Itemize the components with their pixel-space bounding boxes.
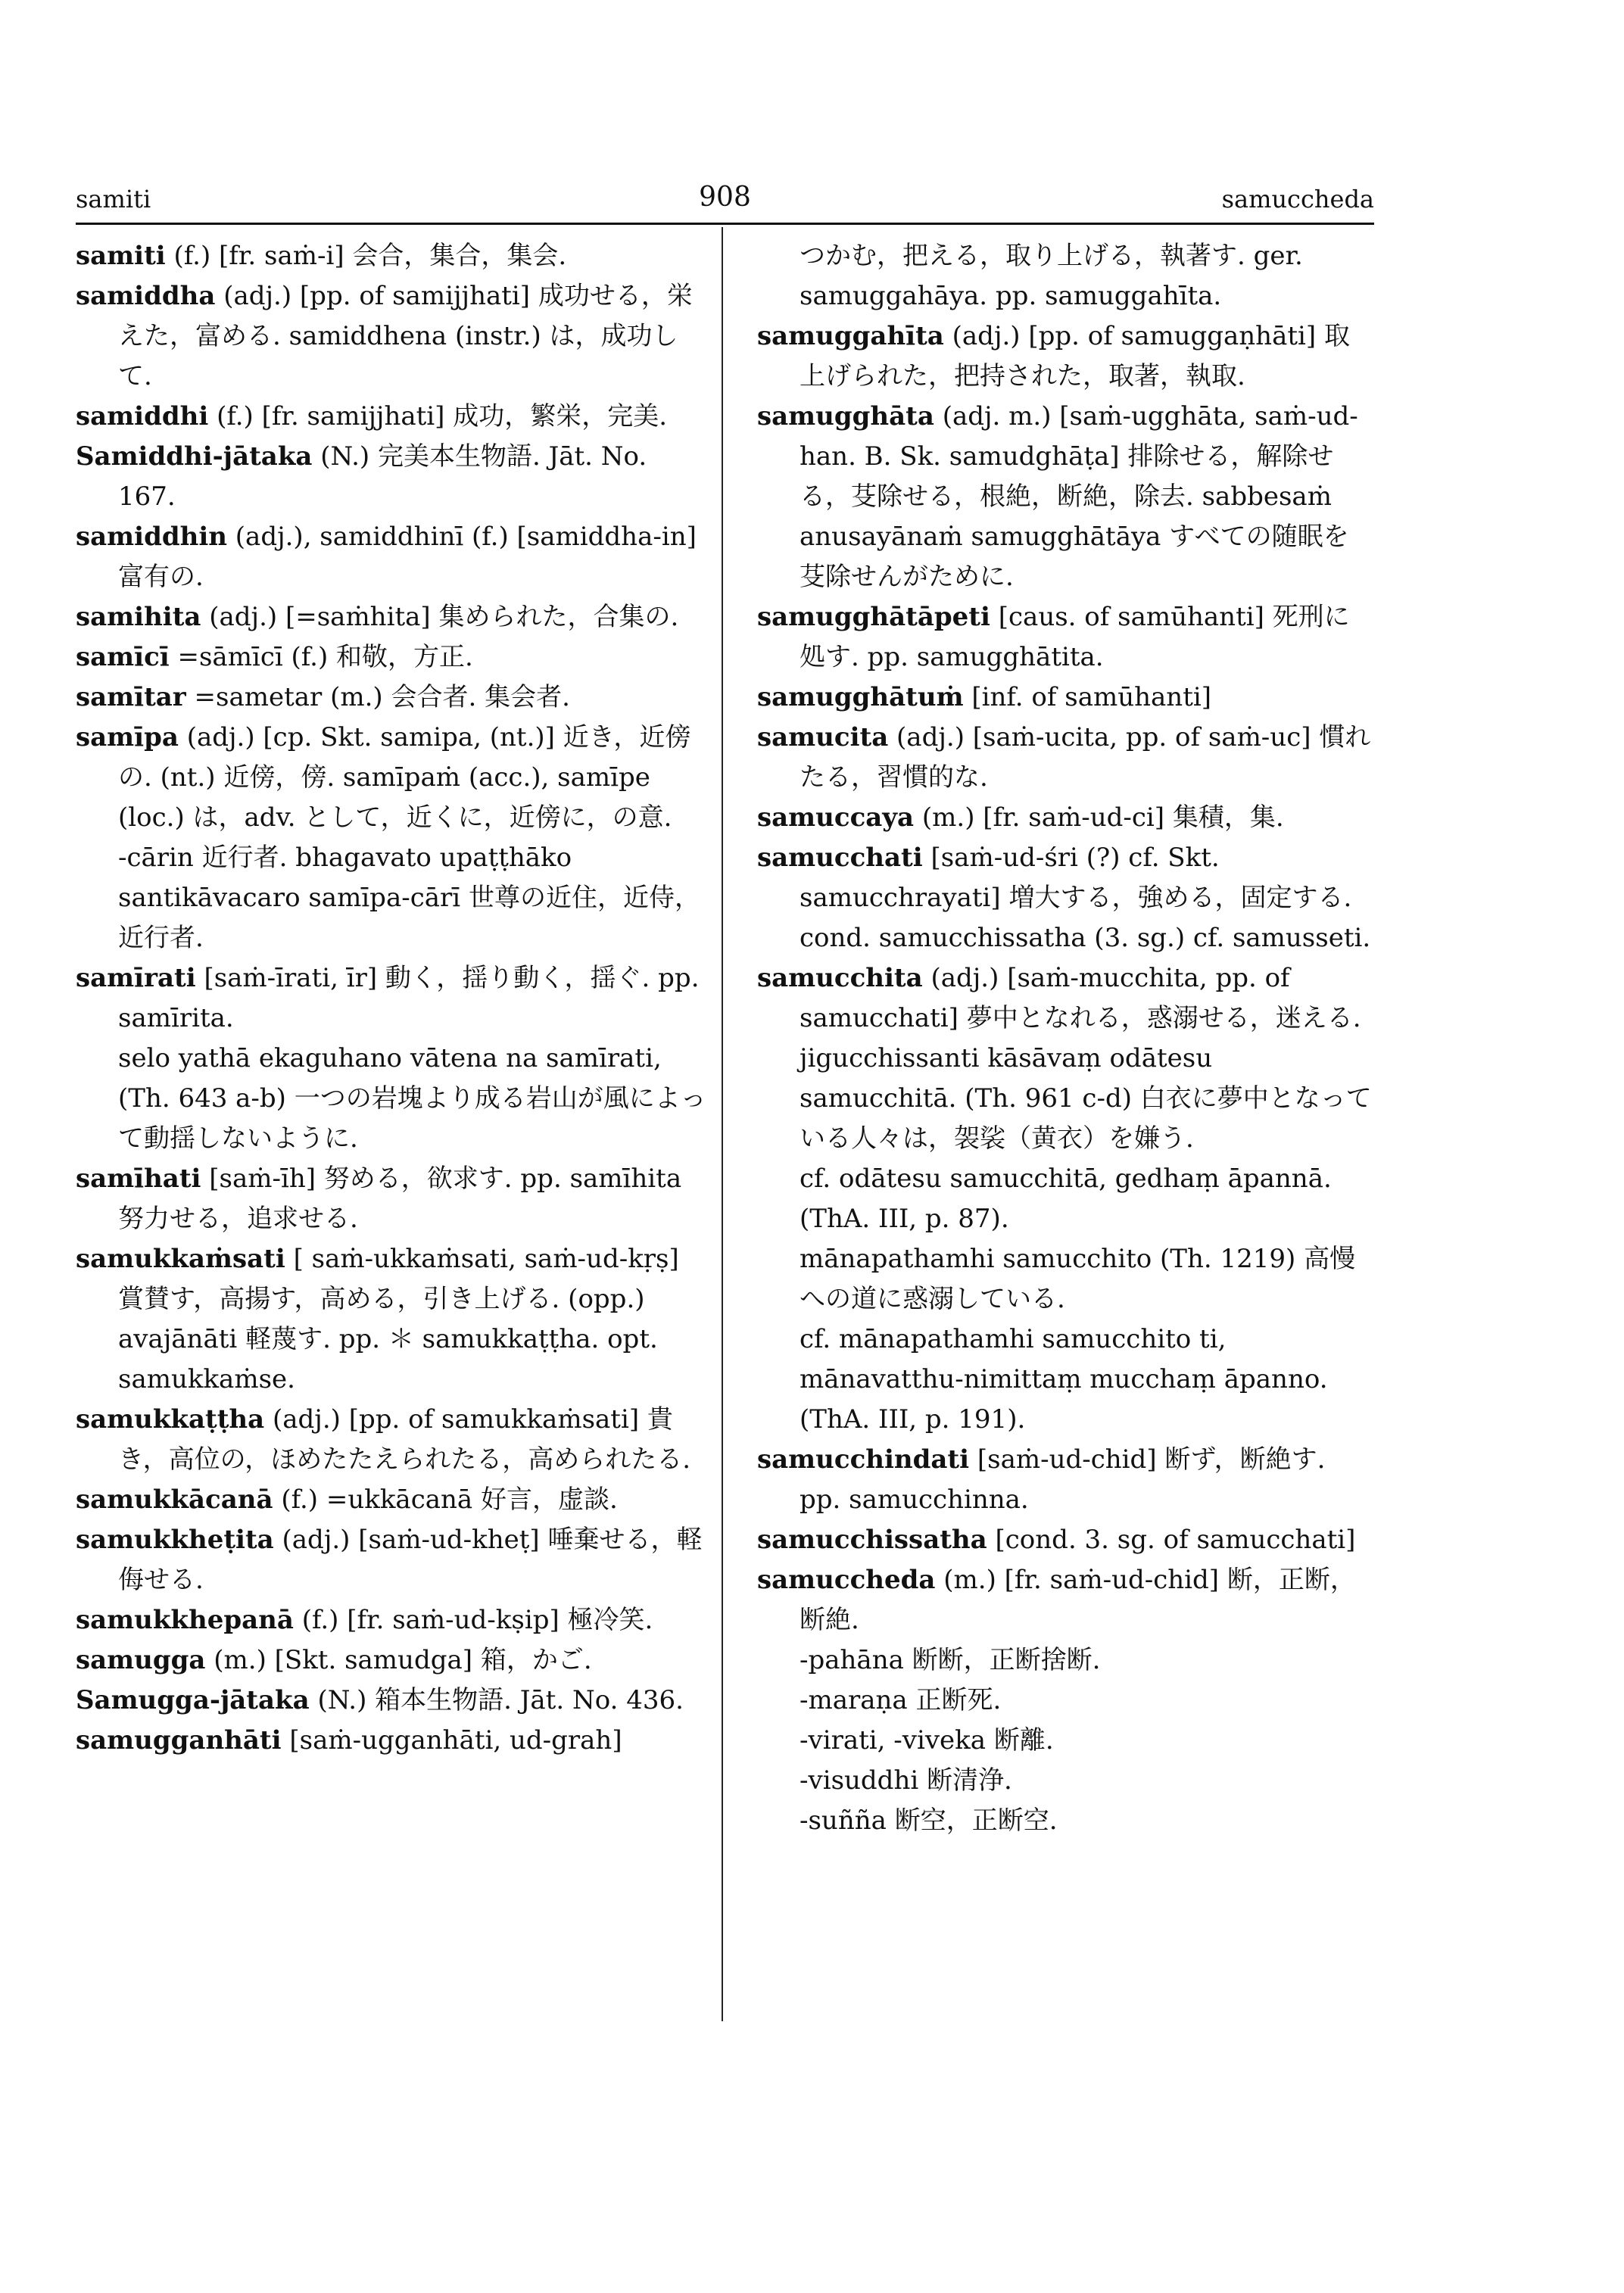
entry-subline: -maraṇa 正断死.: [800, 1685, 1002, 1715]
entry-definition: (adj.) [saṁ-ud-kheṭ] 唾棄せる，軽侮せる.: [118, 1525, 703, 1595]
entry-headword: samukkheṭita: [76, 1525, 274, 1555]
entry-subline: cf. mānapathamhi samucchito ti, mānavatthu-nimittaṃ mucchaṃ āpanno. (ThA. III, p. 191).: [800, 1324, 1328, 1435]
dictionary-entry: [757, 1520, 1374, 1560]
entry-headword: samuccheda: [757, 1565, 936, 1595]
entry-headword: samucita: [757, 722, 889, 752]
entry-definition: (f.) [fr. samijjhati] 成功，繁栄，完美.: [217, 401, 668, 431]
entry-headword: samīhati: [76, 1164, 201, 1194]
left-guide-word: samiti: [76, 185, 151, 213]
entry-headword: samukkaṁsati: [76, 1244, 285, 1274]
entry-headword: samukkācanā: [76, 1485, 273, 1515]
dictionary-entry: [757, 798, 1374, 838]
entry-definition: [inf. of samūhanti]: [971, 682, 1211, 712]
entry-definition: (f.) =ukkācanā 好言，虚談.: [281, 1485, 618, 1515]
entry-definition: (m.) [fr. saṁ-ud-chid] 断，正断，断絶.: [800, 1565, 1356, 1635]
dictionary-entry: [76, 1159, 708, 1239]
entry-subline: -pahāna 断断，正断捨断.: [800, 1645, 1101, 1675]
dictionary-entry: [76, 597, 708, 637]
dictionary-entry: [76, 517, 708, 597]
entry-headword: samucchita: [757, 963, 923, 993]
entry-headword: samugghātāpeti: [757, 602, 990, 632]
entry-headword: samiddhin: [76, 522, 227, 552]
entry-headword: samugganhāti: [76, 1725, 282, 1756]
entry-headword: samuggahīta: [757, 321, 944, 351]
page-header: [76, 182, 1374, 220]
entry-headword: samugghātuṁ: [757, 682, 964, 712]
entry-definition: (adj.) [pp. of samukkaṁsati] 貴き，高位の，ほめたたえられたる，高められたる.: [118, 1404, 691, 1475]
entry-headword: Samugga-jātaka: [76, 1685, 310, 1715]
entry-definition: (f.) [fr. saṁ-ud-kṣip] 極冷笑.: [301, 1605, 653, 1635]
right-column: [757, 236, 1374, 1841]
dictionary-entry: [757, 1560, 1374, 1640]
entry-headword: Samiddhi-jātaka: [76, 441, 313, 472]
entry-definition: [saṁ-ud-chid] 断ず，断絶す. pp. samucchinna.: [800, 1444, 1326, 1515]
entry-definition: (f.) [fr. saṁ-i] 会合，集合，集会.: [173, 241, 567, 271]
entry-definition: [ saṁ-ukkaṁsati, saṁ-ud-kṛṣ] 賞賛す，高揚す，高める，引き上げる. (opp.) avajānāti 軽蔑す. pp. ＊ samukkaṭṭha. opt. samukkaṁse.: [118, 1244, 679, 1394]
page-number: 908: [699, 182, 751, 213]
dictionary-entry: [757, 838, 1374, 958]
entry-definition: (N.) 完美本生物語. Jāt. No. 167.: [118, 441, 647, 512]
entry-definition: [saṁ-īh] 努める，欲求す. pp. samīhita 努力せる，追求せる.: [118, 1164, 682, 1234]
column-divider: [722, 227, 723, 2021]
dictionary-entry: [76, 1721, 708, 1761]
entry-subline: mānapathamhi samucchito (Th. 1219) 高慢への道に惑溺している.: [800, 1244, 1356, 1314]
dictionary-entry: [76, 1520, 708, 1600]
dictionary-entry: [76, 236, 708, 276]
left-column: [76, 236, 708, 1761]
entry-subline: -visuddhi 断清浄.: [800, 1765, 1012, 1796]
entry-definition: (adj.) [saṁ-mucchita, pp. of samucchati] 夢中となれる，惑溺せる，迷える.: [800, 963, 1361, 1033]
entry-headword: samihita: [76, 602, 201, 632]
dictionary-entry: [757, 597, 1374, 678]
dictionary-entry: [76, 678, 708, 718]
entry-headword: samukkhepanā: [76, 1605, 294, 1635]
dictionary-entry: [757, 1440, 1374, 1520]
entry-definition: (adj.) [pp. of samuggaṇhāti] 取上げられた，把持された，取著，執取.: [800, 321, 1350, 391]
entry-headword: samugghāta: [757, 401, 934, 431]
dictionary-entry: [757, 958, 1374, 1039]
dictionary-entry: [76, 1640, 708, 1681]
entry-headword: samuccaya: [757, 802, 915, 833]
entry-definition: (adj.) [cp. Skt. samipa, (nt.)] 近き，近傍の. (nt.) 近傍，傍. samīpaṁ (acc.), samīpe (loc.) は，adv. として，近くに，近傍に，の意.: [118, 722, 691, 833]
entry-subline: -virati, -viveka 断離.: [800, 1725, 1054, 1756]
dictionary-entry: [76, 1600, 708, 1640]
entry-definition: (adj.), samiddhinī (f.) [samiddha-in] 富有の.: [118, 522, 697, 592]
entry-definition: =sametar (m.) 会合者. 集会者.: [194, 682, 570, 712]
entry-headword: samīcī: [76, 642, 170, 672]
entry-headword: samiddhi: [76, 401, 209, 431]
entry-definition: (m.) [fr. saṁ-ud-ci] 集積，集.: [921, 802, 1284, 833]
entry-headword: samiti: [76, 241, 166, 271]
entry-headword: samucchissatha: [757, 1525, 987, 1555]
dictionary-entry: [76, 1400, 708, 1480]
dictionary-entry: [76, 1480, 708, 1520]
entry-headword: samugga: [76, 1645, 206, 1675]
entry-headword: samītar: [76, 682, 186, 712]
entry-headword: samīpa: [76, 722, 179, 752]
dictionary-entry: [757, 316, 1374, 397]
entry-headword: samiddha: [76, 281, 216, 311]
entry-definition: [saṁ-ud-śri (?) cf. Skt. samucchrayati] 増大する，強める，固定する. cond. samucchissatha (3. sg.) cf. samusseti.: [800, 843, 1371, 953]
header-rule: [76, 223, 1374, 225]
entry-definition: (adj.) [=saṁhita] 集められた，合集の.: [209, 602, 679, 632]
entry-subline: jigucchissanti kāsāvaṃ odātesu samucchitā. (Th. 961 c-d) 白衣に夢中となっている人々は，袈裟（黄衣）を嫌う.: [800, 1043, 1372, 1154]
dictionary-entry: [76, 718, 708, 838]
dictionary-entry: [757, 397, 1374, 597]
entry-definition: [saṁ-ugganhāti, ud-grah]: [289, 1725, 622, 1756]
entry-headword: samīrati: [76, 963, 196, 993]
entry-definition: =sāmīcī (f.) 和敬，方正.: [177, 642, 473, 672]
dictionary-entry: [757, 718, 1374, 798]
dictionary-entry: [76, 637, 708, 678]
entry-definition: [saṁ-īrati, īr] 動く，揺り動く，揺ぐ. pp. samīrita.: [118, 963, 700, 1033]
dictionary-entry: [76, 397, 708, 437]
dictionary-entry: [76, 1239, 708, 1400]
dictionary-entry: [76, 276, 708, 397]
entry-subline: cf. odātesu samucchitā, gedhaṃ āpannā. (ThA. III, p. 87).: [800, 1164, 1332, 1234]
entry-subline: selo yathā ekaguhano vātena na samīrati, (Th. 643 a-b) 一つの岩塊より成る岩山が風によって動揺しないように.: [118, 1043, 706, 1154]
entry-subline: -cārin 近行者. bhagavato upaṭṭhāko santikāvacaro samīpa-cārī 世尊の近住，近侍，近行者.: [118, 843, 700, 953]
dictionary-entry: [76, 1681, 708, 1721]
entry-headword: samukkaṭṭha: [76, 1404, 265, 1435]
right-guide-word: samuccheda: [1221, 185, 1374, 213]
dictionary-entry: [76, 437, 708, 517]
entry-definition: [cond. 3. sg. of samucchati]: [995, 1525, 1356, 1555]
entry-subline: つかむ，把える，取り上げる，執著す. ger. samuggahāya. pp. samuggahīta.: [800, 241, 1303, 311]
entry-definition: (adj.) [saṁ-ucita, pp. of saṁ-uc] 慣れたる，習慣的な.: [800, 722, 1371, 793]
entry-definition: (N.) 箱本生物語. Jāt. No. 436.: [317, 1685, 684, 1715]
dictionary-entry: [76, 958, 708, 1039]
entry-subline: -suñña 断空，正断空.: [800, 1805, 1058, 1836]
entry-headword: samucchati: [757, 843, 923, 873]
entry-definition: (adj.) [pp. of samijjhati] 成功せる，栄えた，富める. samiddhena (instr.) は，成功して.: [118, 281, 693, 391]
entry-definition: (m.) [Skt. samudga] 箱，かご.: [214, 1645, 592, 1675]
entry-definition: (adj. m.) [saṁ-ugghāta, saṁ-ud-han. B. Sk. samudghāṭa] 排除せる，解除せる，芟除せる，根絶，断絶，除去. sabbesaṁ anusayānaṁ samugghātāya すべての随眠を芟除せんがために.: [800, 401, 1358, 592]
dictionary-entry: [757, 678, 1374, 718]
entry-headword: samucchindati: [757, 1444, 970, 1475]
entry-definition: [caus. of samūhanti] 死刑に処す. pp. samugghātita.: [800, 602, 1350, 672]
